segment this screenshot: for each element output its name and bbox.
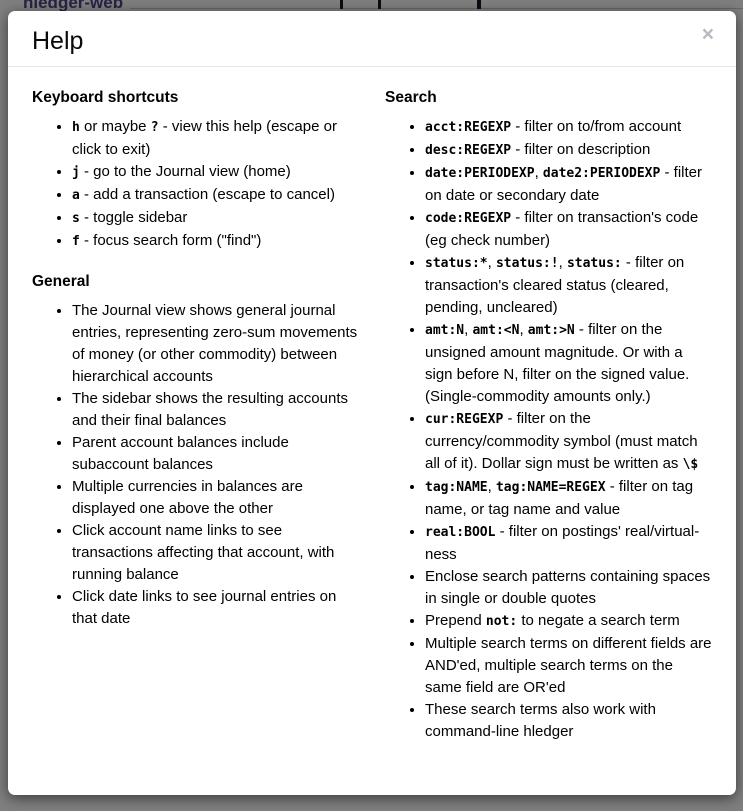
list-item: • s - toggle sidebar xyxy=(72,207,359,230)
list-item: • The sidebar shows the resulting accounts and their final balances xyxy=(72,388,359,432)
section-list xyxy=(32,300,359,630)
help-modal xyxy=(8,11,736,795)
section-heading: General xyxy=(32,273,90,290)
list-item: • Multiple search terms on different fields are AND'ed, multiple search terms on the same field are OR'ed xyxy=(425,633,712,699)
code-term: code:REGEXP xyxy=(425,211,512,226)
code-term: acct:REGEXP xyxy=(425,120,512,135)
list-item: • The Journal view shows general journal entries, representing zero-sum movements of money (or other commodity) between hierarchical accounts xyxy=(72,300,359,388)
section-list xyxy=(385,116,712,743)
code-term: date:PERIODEXP xyxy=(425,166,535,181)
section-list xyxy=(32,116,359,253)
list-item: • Click account name links to see transactions affecting that account, with running balance xyxy=(72,520,359,586)
code-term: status:! xyxy=(495,256,559,271)
list-item: • These search terms also work with command-line hledger xyxy=(425,699,712,743)
code-term: ? xyxy=(150,120,159,135)
code-term: a xyxy=(72,188,80,203)
section-heading: Search xyxy=(385,89,437,106)
list-item: • acct:REGEXP - filter on to/from account xyxy=(425,116,712,139)
code-term: amt:>N xyxy=(527,323,575,338)
list-item: • real:BOOL - filter on postings' real/virtual-ness xyxy=(425,521,712,566)
list-item: • amt:N, amt:<N, amt:>N - filter on the unsigned amount magnitude. Or with a sign before N, filter on the signed value. (Single-commodity amounts only.) xyxy=(425,319,712,408)
list-item: • j - go to the Journal view (home) xyxy=(72,161,359,184)
list-item: • Prepend not: to negate a search term xyxy=(425,610,712,633)
list-item: • Multiple currencies in balances are displayed one above the other xyxy=(72,476,359,520)
list-item: • code:REGEXP - filter on transaction's code (eg check number) xyxy=(425,207,712,252)
section-heading: Keyboard shortcuts xyxy=(32,89,179,106)
code-term: cur:REGEXP xyxy=(425,412,504,427)
code-term: amt:N xyxy=(425,323,465,338)
code-term: f xyxy=(72,234,80,249)
list-item: • status:*, status:!, status: - filter on transaction's cleared status (cleared, pending, uncleared) xyxy=(425,252,712,319)
code-term: tag:NAME=REGEX xyxy=(495,480,606,495)
code-term: j xyxy=(72,165,80,180)
code-term: status:* xyxy=(425,256,488,271)
modal-title: Help xyxy=(32,27,84,55)
code-term: tag:NAME xyxy=(425,480,488,495)
close-icon[interactable]: × xyxy=(701,23,714,46)
code-term: desc:REGEXP xyxy=(425,143,512,158)
list-item: • f - focus search form ("find") xyxy=(72,230,359,253)
list-item: • Enclose search patterns containing spaces in single or double quotes xyxy=(425,566,712,610)
code-term: not: xyxy=(485,614,518,629)
list-item: • date:PERIODEXP, date2:PERIODEXP - filter on date or secondary date xyxy=(425,162,712,207)
code-term: real:BOOL xyxy=(425,525,496,540)
list-item: • a - add a transaction (escape to cancel) xyxy=(72,184,359,207)
code-term: status: xyxy=(566,256,622,271)
list-item: • Parent account balances include subaccount balances xyxy=(72,432,359,476)
list-item: • desc:REGEXP - filter on description xyxy=(425,139,712,162)
code-term: date2:PERIODEXP xyxy=(542,166,661,181)
code-term: s xyxy=(72,211,80,226)
left-column xyxy=(32,79,359,763)
list-item: • tag:NAME, tag:NAME=REGEX - filter on tag name, or tag name and value xyxy=(425,476,712,521)
list-item: • Click date links to see journal entries on that date xyxy=(72,586,359,630)
list-item: • h or maybe ? - view this help (escape or click to exit) xyxy=(72,116,359,161)
code-term: amt:<N xyxy=(472,323,520,338)
code-term: \$ xyxy=(682,457,699,472)
right-column xyxy=(385,79,712,763)
list-item: • cur:REGEXP - filter on the currency/commodity symbol (must match all of it). Dollar sign must be written as \$ xyxy=(425,408,712,476)
modal-body xyxy=(8,67,736,763)
code-term: h xyxy=(72,120,80,135)
modal-header xyxy=(8,11,736,67)
